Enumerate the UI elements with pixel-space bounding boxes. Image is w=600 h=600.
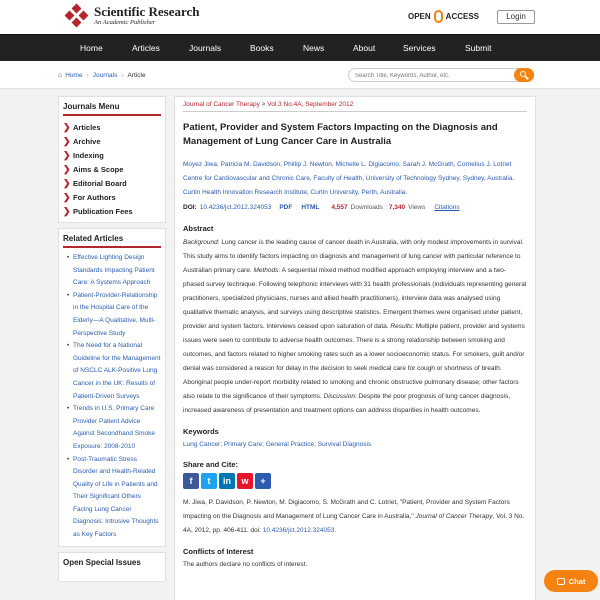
chevron-right-icon: ❯ bbox=[63, 163, 71, 174]
access-label: ACCESS bbox=[445, 12, 480, 21]
views-count: 7,340 bbox=[388, 204, 406, 211]
chevron-right-icon: ❯ bbox=[63, 149, 71, 160]
issue-separator: > bbox=[261, 101, 266, 108]
nav-journals[interactable]: Journals bbox=[189, 43, 222, 53]
chat-label: Chat bbox=[568, 576, 586, 586]
share-plus-icon[interactable]: + bbox=[255, 473, 271, 489]
login-button[interactable]: Login bbox=[497, 10, 535, 24]
open-label: OPEN bbox=[408, 12, 431, 21]
breadcrumb-journals[interactable]: Journals bbox=[92, 72, 118, 79]
chevron-right-icon: ❯ bbox=[63, 121, 71, 132]
chat-bubble-icon bbox=[557, 578, 565, 585]
share-buttons bbox=[183, 473, 527, 489]
nav-about[interactable]: About bbox=[353, 43, 376, 53]
article-authors[interactable]: Moyez Jiwa, Patricia M. Davidson, Phillip J. Newton, Michelle L. Digiacomo, Sarah J. McGrath, Cornelius J. Lotriet bbox=[183, 161, 512, 168]
journals-menu-title: Journals Menu bbox=[63, 102, 161, 116]
breadcrumb-separator-icon: › bbox=[86, 72, 89, 79]
chevron-right-icon: ❯ bbox=[63, 191, 71, 202]
article-panel bbox=[174, 96, 536, 600]
breadcrumb-article: Article bbox=[127, 72, 146, 79]
logo-mark-icon bbox=[66, 5, 88, 27]
citation-doi-link[interactable]: 10.4236/jct.2012.324053. bbox=[262, 527, 337, 534]
doi-label: DOI: bbox=[183, 204, 197, 211]
downloads-count: 4,557 bbox=[331, 204, 348, 211]
related-articles-title: Related Articles bbox=[63, 234, 161, 248]
home-icon: ⌂ bbox=[58, 72, 63, 79]
open-lock-icon bbox=[434, 10, 443, 23]
affiliation-2[interactable]: Curtin Health Innovation Research Institute, Curtin University, Perth, Australia. bbox=[183, 189, 408, 196]
nav-news[interactable]: News bbox=[303, 43, 325, 53]
sidebar bbox=[58, 96, 166, 587]
menu-item-indexing[interactable]: ❯ Indexing bbox=[63, 149, 104, 160]
nav-services[interactable]: Services bbox=[403, 43, 436, 53]
breadcrumb-separator-icon: › bbox=[121, 72, 124, 79]
twitter-icon[interactable]: t bbox=[201, 473, 217, 489]
html-link[interactable]: HTML bbox=[301, 204, 320, 211]
brand-subtitle: An Academic Publisher bbox=[94, 19, 156, 27]
menu-item-articles[interactable]: ❯ Articles bbox=[63, 121, 101, 132]
chevron-right-icon: ❯ bbox=[63, 205, 71, 216]
chevron-right-icon: ❯ bbox=[63, 177, 71, 188]
search-box bbox=[348, 68, 534, 82]
citations-link[interactable]: Citations bbox=[434, 204, 460, 211]
nav-books[interactable]: Books bbox=[250, 43, 274, 53]
nav-articles[interactable]: Articles bbox=[132, 43, 160, 53]
nav-home[interactable]: Home bbox=[80, 43, 103, 53]
weibo-icon[interactable]: w bbox=[237, 473, 253, 489]
related-article-link[interactable]: • Effective Lighting Design Standards Impacting Patient Care: A Systems Approach bbox=[67, 252, 161, 290]
search-input[interactable] bbox=[355, 70, 511, 81]
downloads-label: Downloads bbox=[350, 204, 383, 211]
journal-issue-header bbox=[183, 101, 527, 112]
top-bar bbox=[0, 0, 600, 34]
menu-item-aims-scope[interactable]: ❯ Aims & Scope bbox=[63, 163, 124, 174]
related-article-link[interactable]: • Trends in U.S. Primary Care Provider Patient Advice Against Secondhand Smoke Exposure: 2008-2010 bbox=[67, 403, 161, 453]
breadcrumb bbox=[58, 72, 146, 79]
menu-item-editorial-board[interactable]: ❯ Editorial Board bbox=[63, 177, 127, 188]
special-issues bbox=[58, 552, 166, 582]
chevron-right-icon: ❯ bbox=[63, 135, 71, 146]
menu-item-publication-fees[interactable]: ❯ Publication Fees bbox=[63, 205, 133, 216]
nav-submit[interactable]: Submit bbox=[465, 43, 492, 53]
article-metrics bbox=[183, 201, 527, 215]
related-article-link[interactable]: • The Need for a National Guideline for the Management of NSCLC ALK-Positive Lung Cancer in the UK: Results of Patient-Driven Surveys bbox=[67, 340, 161, 403]
citation-text: M. Jiwa, P. Davidson, P. Newton, M. Digiacomo, S. McGrath and C. Lotriet, "Patient, Provider and System Factors Impacting on the Diagnosis and Management of Lung Cancer Care in Australia," Journal of Cancer Therapy, Vol. 3 No. 4A, 2012, pp. 406-411. doi: 10.4236/jct.2012.324053. bbox=[183, 499, 525, 534]
abstract-heading: Abstract bbox=[183, 224, 214, 233]
affiliation-1[interactable]: Centre for Cardiovascular and Chronic Care, Faculty of Health, University of Technology Sydney, Sydney, Australia. bbox=[183, 175, 515, 182]
related-article-link[interactable]: • Patient-Provider-Relationship in the Hospital Care of the Elderly—A Qualitative, Multi-Perspective Study bbox=[67, 290, 161, 340]
views-label: Views bbox=[408, 204, 426, 211]
chat-button[interactable] bbox=[544, 570, 598, 592]
doi-link[interactable]: 10.4236/jct.2012.324053 bbox=[199, 204, 272, 211]
menu-item-for-authors[interactable]: ❯ For Authors bbox=[63, 191, 116, 202]
share-heading: Share and Cite: bbox=[183, 460, 239, 469]
open-access-badge bbox=[408, 10, 479, 23]
coi-heading: Conflicts of Interest bbox=[183, 547, 254, 556]
keywords-list[interactable]: Lung Cancer; Primary Care; General Practice; Survival Diagnosis bbox=[183, 441, 372, 448]
breadcrumb-home[interactable]: Home bbox=[65, 72, 83, 79]
coi-text: The authors declare no conflicts of interest. bbox=[183, 561, 308, 568]
main-nav bbox=[0, 34, 600, 61]
search-button[interactable] bbox=[514, 68, 534, 82]
article-title: Patient, Provider and System Factors Impacting on the Diagnosis and Management of Lung Cancer Care in Australia bbox=[183, 122, 498, 147]
facebook-icon[interactable]: f bbox=[183, 473, 199, 489]
site-logo[interactable] bbox=[66, 5, 200, 27]
issue-link[interactable]: Vol.3 No.4A, September 2012 bbox=[267, 101, 354, 108]
abstract-text: Background: Lung cancer is the leading cause of cancer death in Australia, with only modest improvements in survival. This study aims to identify factors impacting on diagnosis and management of lung cancer with particular reference to Australian primary care. Methods: A sequential mixed method modified approach employing interview and a two-phased survey technique. Following telephonic interviews with 31 health professionals (individuals representing general practitioners, specialized physicians, nurses and allied health practitioners), interview data was analysed using qualitative thematic analysis, and surveys using descriptive statistics. Emergent themes were organised under patient, provider and system factors. Interviews ceased upon saturation of data. Results: Multiple patient, provider and systems issues were seen to contribute to adverse health outcomes. There is a strong relationship between smoking and outcomes, and factors related to higher smoking rates such as a lower socioeconomic status. For smokers, guilt and/or denial was considered a reason for delay in the decision to seek medical care for cough or shortness of breath. Aboriginal people under-report morbidity related to smoking and chronic obstructive pulmonary disease; other factors also relate to the significance of their symptoms. Discussion: Despite the poor prognosis of lung cancer diagnosis, increased awareness of presentation and treatment options can address disparities in health outcomes. bbox=[183, 239, 527, 414]
brand-title: Scientific Research bbox=[94, 4, 200, 20]
menu-item-archive[interactable]: ❯ Archive bbox=[63, 135, 101, 146]
related-article-link[interactable]: • Post-Traumatic Stress Disorder and Health-Related Quality of Life in Patients and Their Significant Others Facing Lung Cancer Diagnosis: Intrusive Thoughts as Key Factors bbox=[67, 454, 161, 542]
journals-menu bbox=[58, 96, 166, 223]
related-articles bbox=[58, 228, 166, 547]
keywords-heading: Keywords bbox=[183, 427, 219, 436]
special-issues-title: Open Special Issues bbox=[63, 557, 141, 567]
pdf-link[interactable]: PDF bbox=[279, 204, 293, 211]
journal-link[interactable]: Journal of Cancer Therapy bbox=[183, 101, 260, 108]
linkedin-icon[interactable]: in bbox=[219, 473, 235, 489]
